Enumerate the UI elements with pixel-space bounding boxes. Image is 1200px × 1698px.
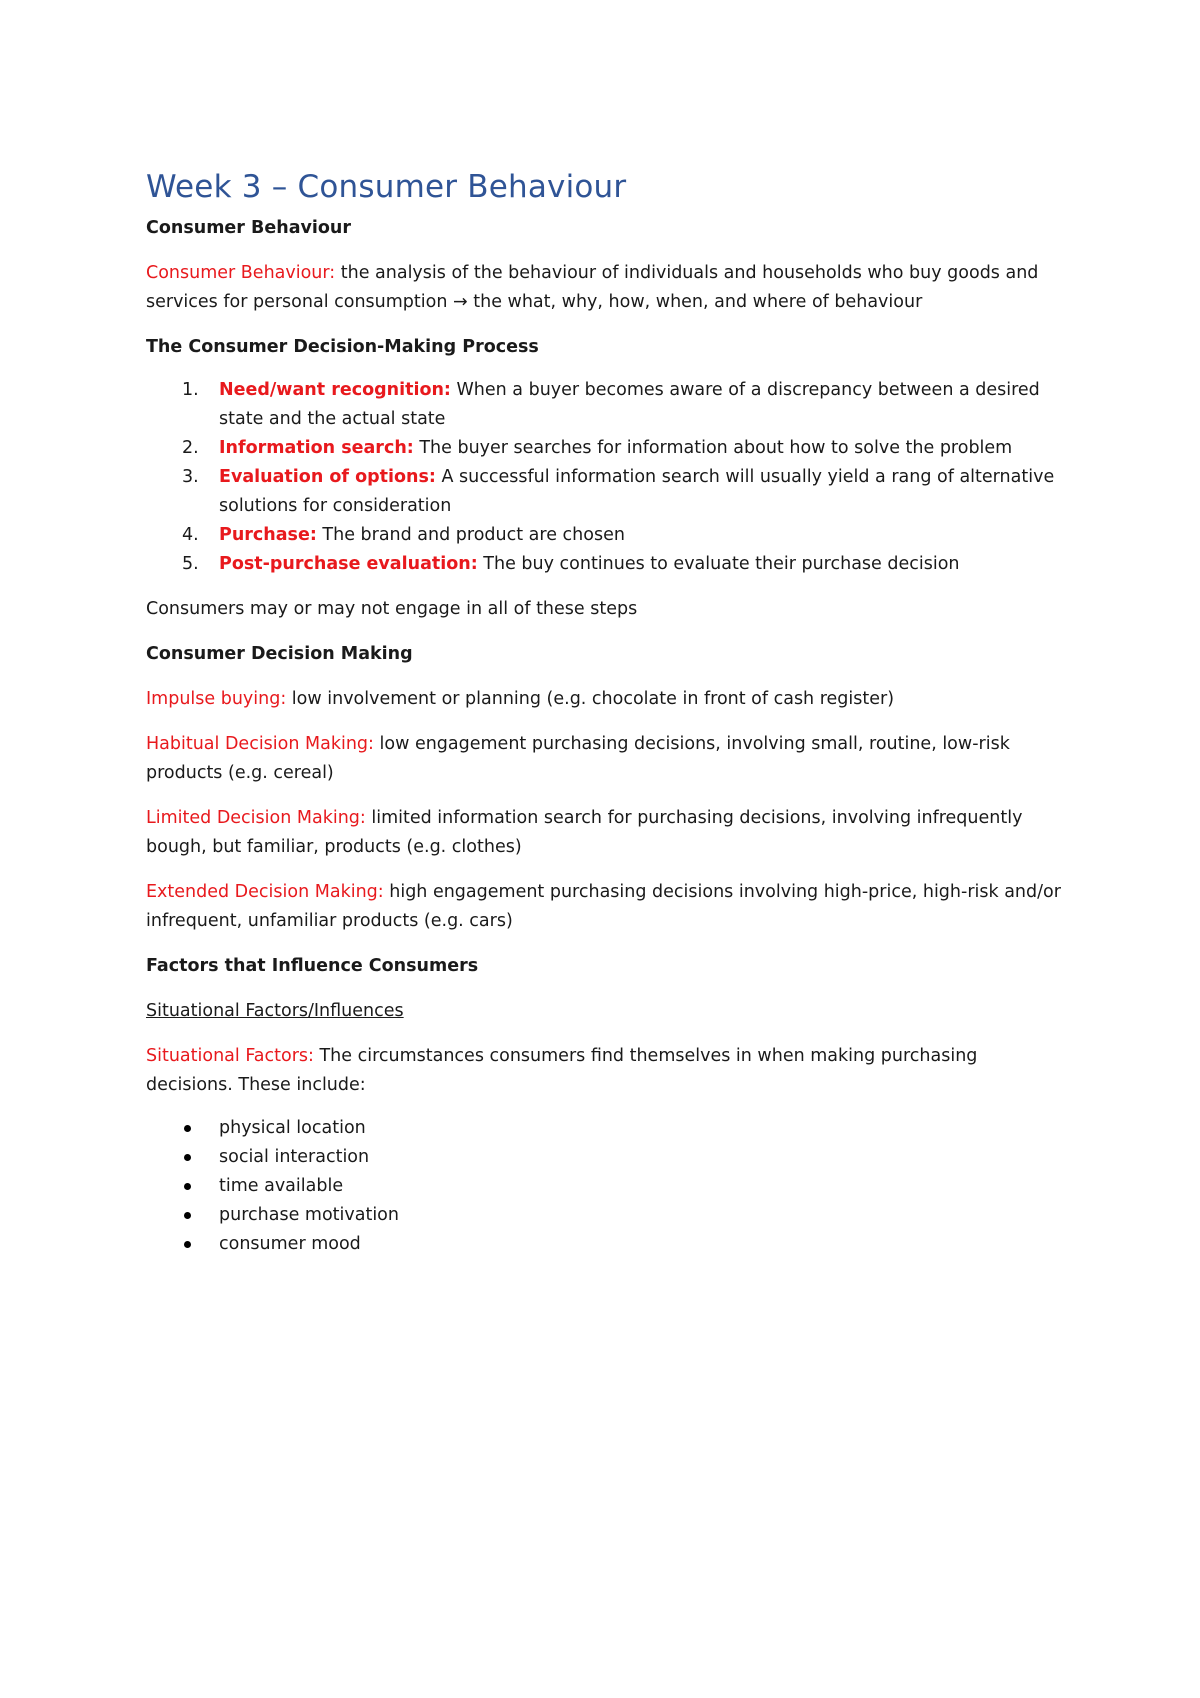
subheading-situational: Situational Factors/Influences <box>146 1001 404 1021</box>
list-item <box>146 1201 1066 1230</box>
step-number: 3. <box>182 467 199 487</box>
step-number: 1. <box>182 380 199 400</box>
step-text: The buyer searches for information about how to solve the problem <box>413 438 1013 458</box>
decision-type-habitual <box>146 730 1066 788</box>
step-term: Need/want recognition: <box>219 380 451 400</box>
list-item <box>146 434 1066 463</box>
definition-text-2: the what, why, how, when, and where of behaviour <box>467 292 923 312</box>
definition-term: Consumer Behaviour: <box>146 263 336 283</box>
definition-text: the analysis of the behaviour of individuals and households who buy goods and services for personal consumption <box>146 263 1039 312</box>
step-text: The brand and product are chosen <box>316 525 625 545</box>
section-heading-decision-process: The Consumer Decision-Making Process <box>146 337 539 357</box>
decision-type-text: limited information search for purchasing decisions, involving infrequently bough, but familiar, products (e.g. clothes) <box>146 808 1023 857</box>
step-text: A successful information search will usually yield a rang of alternative solutions for consideration <box>219 467 1055 516</box>
decision-process-steps <box>146 376 1066 579</box>
decision-type-impulse <box>146 685 1066 714</box>
section-heading-decision-making: Consumer Decision Making <box>146 644 413 664</box>
step-text: When a buyer becomes aware of a discrepancy between a desired state and the actual state <box>219 380 1040 429</box>
list-item <box>146 521 1066 550</box>
section-heading-factors: Factors that Influence Consumers <box>146 956 479 976</box>
definition-paragraph <box>146 259 1066 317</box>
list-item <box>146 1230 1066 1259</box>
list-item-text: purchase motivation <box>219 1205 399 1225</box>
step-number: 2. <box>182 438 199 458</box>
step-number: 4. <box>182 525 199 545</box>
decision-type-term: Extended Decision Making: <box>146 882 384 902</box>
document-title: Week 3 – Consumer Behaviour <box>146 169 627 205</box>
situational-text: The circumstances consumers find themselves in when making purchasing decisions. These include: <box>146 1046 978 1095</box>
decision-type-extended <box>146 878 1066 936</box>
situational-term: Situational Factors: <box>146 1046 314 1066</box>
list-item-text: physical location <box>219 1118 366 1138</box>
arrow-icon: → <box>453 292 468 312</box>
step-term: Evaluation of options: <box>219 467 436 487</box>
decision-type-term: Limited Decision Making: <box>146 808 366 828</box>
list-item <box>146 1114 1066 1143</box>
list-item-text: consumer mood <box>219 1234 361 1254</box>
section-heading-consumer-behaviour: Consumer Behaviour <box>146 218 352 238</box>
bullet-icon <box>184 1154 191 1161</box>
decision-type-limited <box>146 804 1066 862</box>
step-term: Purchase: <box>219 525 317 545</box>
decision-type-text: high engagement purchasing decisions involving high-price, high-risk and/or infrequent, unfamiliar products (e.g. cars) <box>146 882 1061 931</box>
list-item-text: time available <box>219 1176 344 1196</box>
step-term: Post-purchase evaluation: <box>219 554 478 574</box>
list-item <box>146 550 1066 579</box>
list-item <box>146 376 1066 434</box>
step-text: The buy continues to evaluate their purchase decision <box>477 554 960 574</box>
bullet-icon <box>184 1125 191 1132</box>
bullet-icon <box>184 1212 191 1219</box>
decision-type-term: Impulse buying: <box>146 689 287 709</box>
list-item <box>146 1143 1066 1172</box>
decision-type-text: low involvement or planning (e.g. chocolate in front of cash register) <box>286 689 895 709</box>
step-term: Information search: <box>219 438 414 458</box>
situational-factors-list <box>146 1114 1066 1259</box>
decision-type-text: low engagement purchasing decisions, involving small, routine, low-risk products (e.g. cereal) <box>146 734 1010 783</box>
bullet-icon <box>184 1183 191 1190</box>
situational-definition <box>146 1042 1066 1100</box>
list-item-text: social interaction <box>219 1147 370 1167</box>
step-number: 5. <box>182 554 199 574</box>
decision-type-term: Habitual Decision Making: <box>146 734 374 754</box>
list-item <box>146 1172 1066 1201</box>
document-page <box>146 168 1066 1259</box>
list-item <box>146 463 1066 521</box>
bullet-icon <box>184 1241 191 1248</box>
steps-note: Consumers may or may not engage in all of these steps <box>146 599 638 619</box>
